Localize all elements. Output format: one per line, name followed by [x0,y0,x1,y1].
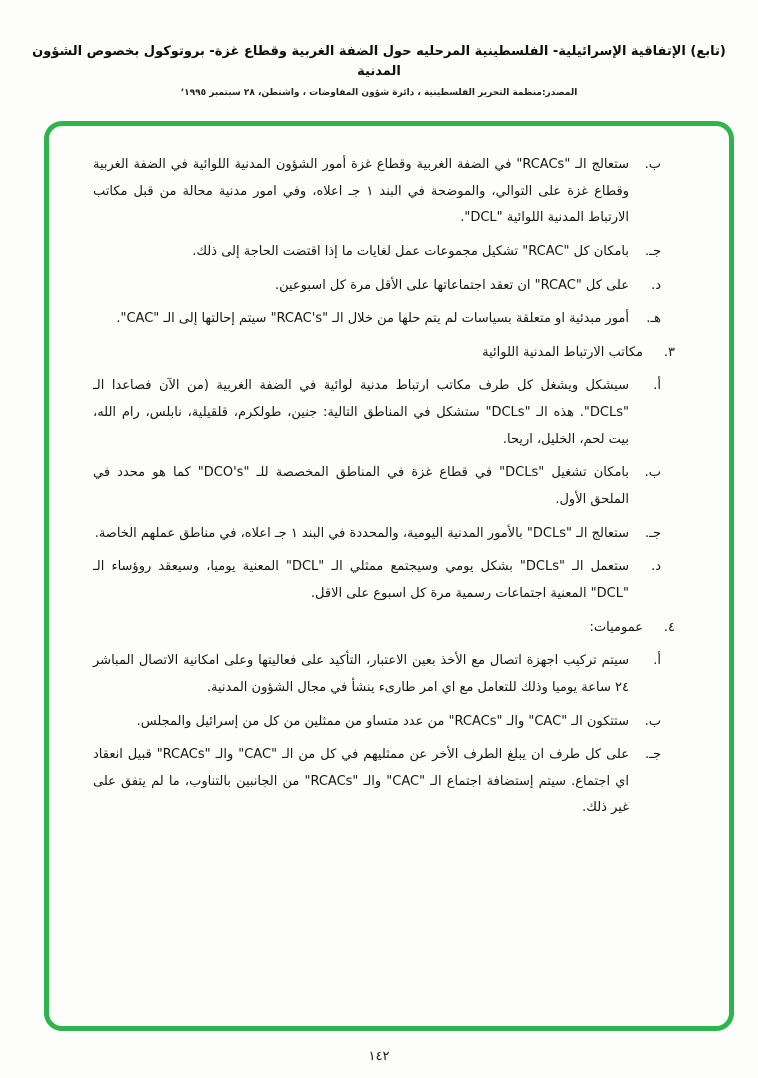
list-item [93,521,675,548]
item-marker: جـ. [645,525,661,541]
item-marker: د. [651,559,661,575]
page-footer [0,1049,758,1064]
content-body [49,126,729,822]
item-marker: ب. [644,157,661,172]
document-source-line: المصدر:منظمة التحرير الفلسطينية ، دائرة شؤون المفاوضات ، واشنطن، ٢٨ سبتمبر ١٩٩٥’ [180,88,578,99]
item-text: عموميات: [589,619,643,635]
list-item [93,373,675,453]
item-text: أمور مبدئية او متعلقة بسياسات لم يتم حلها من خلال الـ "RCAC's" سيتم إحالتها إلى الـ "CAC". [116,311,629,327]
item-text: ستتكون الـ "CAC" والـ "RCACs" من عدد متساو من ممثلين من كل من إسرائيل والمجلس. [136,713,629,729]
section-heading [93,340,675,367]
item-text: ستعالج الـ "DCLs" بالأمور المدنية اليومية، والمحددة في البند ١ جـ اعلاه، في مناطق عملهم الخاصة. [94,525,629,541]
list-item [93,306,675,333]
item-marker: ب. [644,713,661,729]
item-text: بامكان كل "RCAC" تشكيل مجموعات عمل لغايات ما إذا اقتضت الحاجة إلى ذلك. [192,243,629,259]
item-text: ستعمل الـ "DCLs" بشكل يومي وسيجتمع ممثلي الـ "DCL" المعنية يوميا، وسيعقد روؤساء الـ "DCL" المعنية اجتماعات رسمية مرة كل اسبوع على الاقل. [93,559,630,601]
item-marker: ب. [644,465,661,481]
section-heading [93,615,675,642]
item-text: مكاتب الارتباط المدنية اللوائية [482,344,643,360]
item-text: على كل طرف ان يبلغ الطرف الأخر عن ممثليهم في كل من الـ "CAC" والـ "RCACs" قبيل انعقاد اي اجتماع. سيتم إستضافة اجتماع الـ "CAC" والـ "RCACs" من الجانبين بالتناوب، ما لم يتفق على غير ذلك. [93,747,629,816]
list-item [93,273,675,300]
list-item [93,239,675,266]
item-marker: ٣. [663,344,675,360]
item-marker: هـ. [646,311,661,327]
item-text: على كل "RCAC" ان تعقد اجتماعاتها على الأقل مرة كل اسبوعين. [274,277,629,293]
list-item [93,709,675,736]
item-marker: أ. [653,378,661,394]
list-item [93,554,675,607]
item-marker: ٤. [663,619,675,635]
item-marker: جـ. [645,243,661,259]
item-marker: جـ. [645,747,661,763]
item-marker: د. [651,277,661,293]
document-title: (تابع) الإتفاقية الإسرائيلية- الفلسطينية المرحليه حول الضفة الغربية وقطاع غزة- بروتوكول بخصوص الشؤون المدنية [32,44,726,80]
list-item [93,742,675,822]
item-text: بامكان تشغيل "DCLs" في قطاع غزة في المناطق المخصصة للـ "DCO's" كما هو محدد في الملحق الأول. [93,465,629,508]
item-text: سيشكل ويشغل كل طرف مكاتب ارتباط مدنية لوائية في الضفة الغربية (من الآن فصاعدا الـ "DCLs". هذه الـ "DCLs" ستشكل في المناطق التالية: جنين، طولكرم، قلقيلية، نابلس، رام الله، بيت لحم، الخليل، اريحا. [93,378,629,447]
list-item [93,152,675,232]
page-number: ١٤٢ [368,1049,390,1064]
item-text: ستعالج الـ "RCACs" في الضفة الغربية وقطاع غزة أمور الشؤون المدنية اللوائية في الضفة الغربية وقطاع غزة على التوالي، والموضحة في البند ١ جـ اعلاه، وفي امور مدنية محالة من قبل مكاتب الارتباط المدنية اللوائية "DCL". [93,157,629,226]
item-text: سيتم تركيب اجهزة اتصال مع الأخذ بعين الاعتبار، التأكيد على فعاليتها وعلى امكانية الاتصال المباشر ٢٤ ساعة يوميا وذلك للتعامل مع اي امر طارىء ينشأ في مجال الشؤون المدنية. [93,653,629,695]
list-item [93,648,675,701]
item-marker: أ. [653,653,661,669]
green-border-frame [44,121,734,1031]
list-item [93,460,675,513]
document-header [30,42,728,98]
